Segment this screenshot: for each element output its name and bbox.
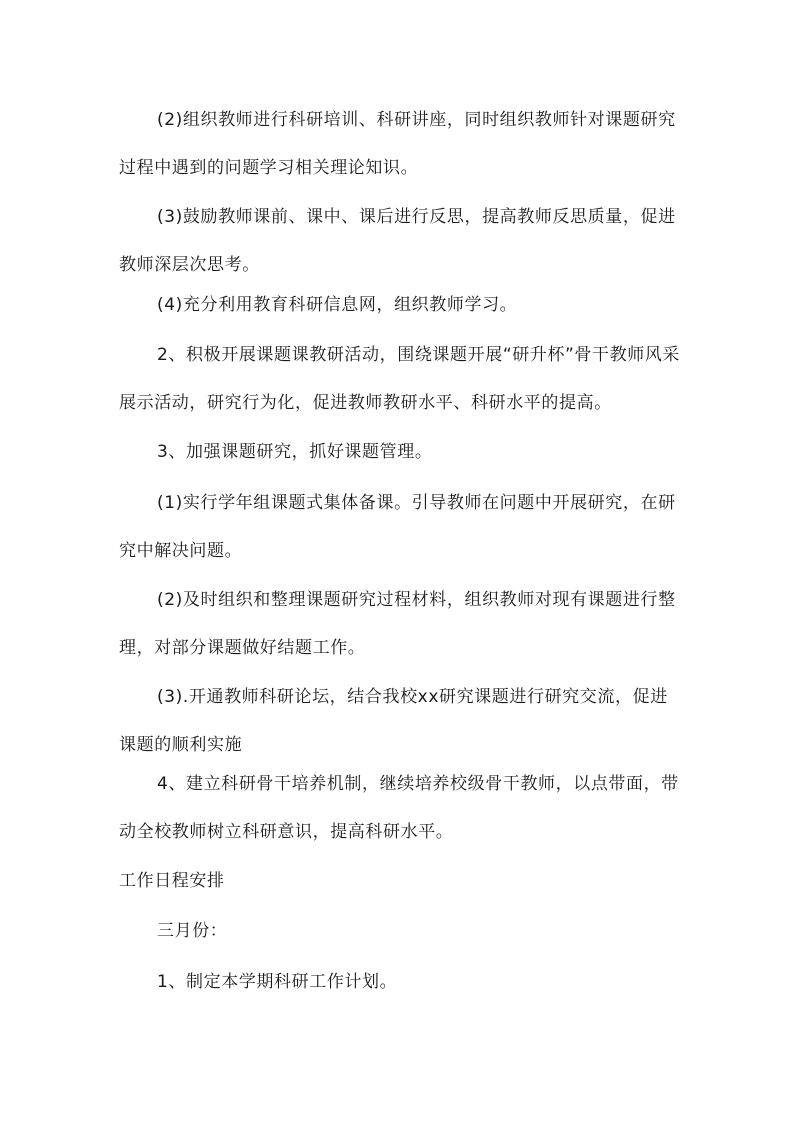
paragraph-organize-materials: (2)及时组织和整理课题研究过程材料，组织教师对现有课题进行整理，对部分课题做好结题工作。 — [119, 590, 676, 658]
paragraph-collective-lesson-prep: (1)实行学年组课题式集体备课。引导教师在问题中开展研究，在研究中解决问题。 — [119, 493, 676, 561]
section-heading-schedule: 工作日程安排 — [119, 871, 225, 891]
paragraph-backbone-mechanism: 4、建立科研骨干培养机制，继续培养校级骨干教师，以点带面，带动全校教师树立科研意识，提高科研水平。 — [119, 774, 679, 842]
paragraph-research-network: (4)充分利用教育科研信息网，组织教师学习。 — [157, 295, 518, 315]
paragraph-plan-item: 1、制定本学期科研工作计划。 — [157, 972, 398, 992]
paragraph-research-forum: (3).开通教师科研论坛，结合我校xx研究课题进行研究交流，促进课题的顺利实施 — [119, 687, 668, 755]
paragraph-strengthen-research: 3、加强课题研究，抓好课题管理。 — [157, 442, 433, 462]
paragraph-teacher-training: (2)组织教师进行科研培训、科研讲座，同时组织教师针对课题研究过程中遇到的问题学习相关理论知识。 — [119, 110, 676, 178]
paragraph-teaching-activity: 2、积极开展课题课教研活动，围绕课题开展“研升杯”骨干教师风采展示活动，研究行为化，促进教师教研水平、科研水平的提高。 — [119, 345, 681, 413]
paragraph-reflection: (3)鼓励教师课前、课中、课后进行反思，提高教师反思质量，促进教师深层次思考。 — [119, 207, 676, 275]
month-label-march: 三月份： — [157, 921, 228, 941]
